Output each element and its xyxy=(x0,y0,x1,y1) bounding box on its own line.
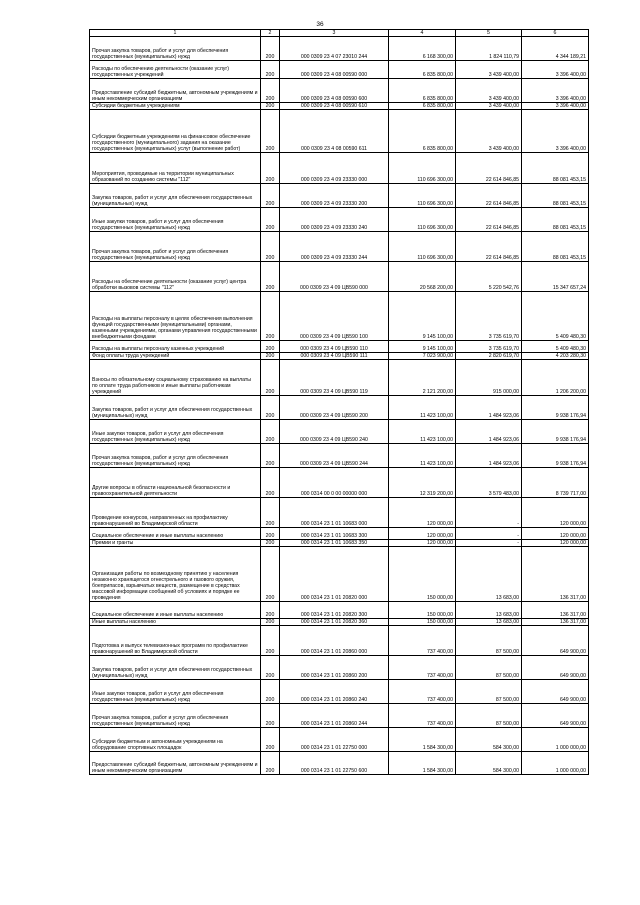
row-executed: - xyxy=(456,528,522,540)
row-code: 200 xyxy=(261,153,280,184)
table-row xyxy=(90,110,589,153)
row-approved: 6 835 800,00 xyxy=(389,103,456,110)
row-executed: - xyxy=(456,540,522,547)
row-approved: 6 835 800,00 xyxy=(389,110,456,153)
row-remainder: 649 900,00 xyxy=(522,656,589,680)
row-approved: 737 400,00 xyxy=(389,704,456,728)
row-name: Предоставление субсидий бюджетным, автономным учреждениям и иным некоммерческим организациям xyxy=(90,752,261,775)
row-name: Подготовка и выпуск телевизионных программ по профилактике правонарушений во Владимирской области xyxy=(90,626,261,656)
row-remainder: 88 081 453,15 xyxy=(522,208,589,232)
row-executed: - xyxy=(456,498,522,528)
row-remainder: 8 739 717,00 xyxy=(522,468,589,498)
row-code: 200 xyxy=(261,752,280,775)
table-row xyxy=(90,704,589,728)
row-executed: 3 439 400,00 xyxy=(456,61,522,79)
row-remainder: 136 317,00 xyxy=(522,602,589,619)
row-approved: 7 023 900,00 xyxy=(389,353,456,360)
row-classification: 000 0314 23 1 01 10683 000 xyxy=(280,498,389,528)
table-row xyxy=(90,341,589,353)
row-remainder: 88 081 453,15 xyxy=(522,184,589,208)
row-code: 200 xyxy=(261,341,280,353)
row-classification: 000 0309 23 4 09 ЦВ590 111 xyxy=(280,353,389,360)
row-classification: 000 0309 23 4 08 00590 610 xyxy=(280,103,389,110)
row-approved: 150 000,00 xyxy=(389,619,456,626)
row-executed: 2 820 619,70 xyxy=(456,353,522,360)
row-name: Прочая закупка товаров, работ и услуг для обеспечения государственных (муниципальных) нужд xyxy=(90,444,261,468)
row-remainder: 3 396 400,00 xyxy=(522,110,589,153)
page-number: 36 xyxy=(316,21,324,28)
row-classification: 000 0309 23 4 08 00590 000 xyxy=(280,61,389,79)
row-classification: 000 0309 23 4 09 ЦВ590 119 xyxy=(280,360,389,396)
table-row xyxy=(90,528,589,540)
row-code: 200 xyxy=(261,528,280,540)
row-remainder: 649 900,00 xyxy=(522,626,589,656)
row-remainder: 5 409 480,30 xyxy=(522,292,589,341)
row-classification: 000 0309 23 4 09 23330 240 xyxy=(280,208,389,232)
row-code: 200 xyxy=(261,498,280,528)
row-classification: 000 0309 23 4 09 ЦВ590 200 xyxy=(280,396,389,420)
table-row xyxy=(90,262,589,292)
row-executed: 1 484 923,06 xyxy=(456,396,522,420)
table-row xyxy=(90,292,589,341)
row-classification: 000 0314 23 1 01 22750 600 xyxy=(280,752,389,775)
row-remainder: 88 081 453,15 xyxy=(522,232,589,262)
row-executed: 1 824 110,79 xyxy=(456,37,522,61)
row-executed: 87 500,00 xyxy=(456,704,522,728)
row-classification: 000 0309 23 4 08 00590 611 xyxy=(280,110,389,153)
row-code: 200 xyxy=(261,262,280,292)
row-name: Прочая закупка товаров, работ и услуг для обеспечения государственных (муниципальных) нужд xyxy=(90,232,261,262)
column-header: 5 xyxy=(456,30,522,37)
table-row xyxy=(90,103,589,110)
row-remainder: 9 938 176,94 xyxy=(522,420,589,444)
row-approved: 2 121 200,00 xyxy=(389,360,456,396)
row-remainder: 9 938 176,94 xyxy=(522,396,589,420)
row-code: 200 xyxy=(261,626,280,656)
table-row xyxy=(90,656,589,680)
table-row xyxy=(90,547,589,602)
row-name: Взносы по обязательному социальному страхованию на выплаты по оплате труда работников и иные выплаты работникам учреждений xyxy=(90,360,261,396)
row-approved: 9 145 100,00 xyxy=(389,292,456,341)
table-row xyxy=(90,184,589,208)
row-code: 200 xyxy=(261,420,280,444)
row-approved: 737 400,00 xyxy=(389,626,456,656)
row-classification: 000 0309 23 4 09 23330 000 xyxy=(280,153,389,184)
row-classification: 000 0309 23 4 09 ЦВ590 100 xyxy=(280,292,389,341)
row-executed: 22 614 846,85 xyxy=(456,232,522,262)
row-code: 200 xyxy=(261,79,280,103)
row-approved: 6 835 800,00 xyxy=(389,79,456,103)
row-classification: 000 0314 23 1 01 20820 000 xyxy=(280,547,389,602)
column-header: 4 xyxy=(389,30,456,37)
row-code: 200 xyxy=(261,103,280,110)
table-row xyxy=(90,37,589,61)
row-classification: 000 0309 23 4 09 ЦВ590 240 xyxy=(280,420,389,444)
row-name: Закупка товаров, работ и услуг для обеспечения государственных (муниципальных) нужд xyxy=(90,184,261,208)
row-code: 200 xyxy=(261,396,280,420)
table-row xyxy=(90,353,589,360)
row-code: 200 xyxy=(261,61,280,79)
row-remainder: 15 347 657,24 xyxy=(522,262,589,292)
row-executed: 22 614 846,85 xyxy=(456,208,522,232)
row-approved: 9 145 100,00 xyxy=(389,341,456,353)
row-remainder: 1 000 000,00 xyxy=(522,752,589,775)
row-classification: 000 0314 23 1 01 10683 300 xyxy=(280,528,389,540)
row-remainder: 4 344 189,21 xyxy=(522,37,589,61)
table-row xyxy=(90,153,589,184)
row-name: Организация работы по возмездному принятию у населения незаконно хранящегося огнестрельного и газового оружия, боеприпасов, взрывчатых веществ, размещение в средствах массовой информации сообщений об условиях и порядке ее проведения xyxy=(90,547,261,602)
row-classification: 000 0314 23 1 01 20860 240 xyxy=(280,680,389,704)
column-header: 1 xyxy=(90,30,261,37)
row-name: Закупка товаров, работ и услуг для обеспечения государственных (муниципальных) нужд xyxy=(90,396,261,420)
row-classification: 000 0314 23 1 01 20860 200 xyxy=(280,656,389,680)
row-remainder: 9 938 176,94 xyxy=(522,444,589,468)
row-approved: 1 584 300,00 xyxy=(389,728,456,752)
row-code: 200 xyxy=(261,602,280,619)
table-row xyxy=(90,420,589,444)
row-name: Премии и гранты xyxy=(90,540,261,547)
table-row xyxy=(90,752,589,775)
row-approved: 11 423 100,00 xyxy=(389,444,456,468)
row-executed: 3 439 400,00 xyxy=(456,79,522,103)
row-code: 200 xyxy=(261,360,280,396)
row-code: 200 xyxy=(261,292,280,341)
row-executed: 22 614 846,85 xyxy=(456,153,522,184)
row-executed: 3 735 619,70 xyxy=(456,341,522,353)
row-remainder: 1 206 200,00 xyxy=(522,360,589,396)
row-remainder: 120 000,00 xyxy=(522,528,589,540)
row-name: Прочая закупка товаров, работ и услуг для обеспечения государственных (муниципальных) нужд xyxy=(90,37,261,61)
row-approved: 1 584 300,00 xyxy=(389,752,456,775)
row-remainder: 136 317,00 xyxy=(522,547,589,602)
row-name: Иные закупки товаров, работ и услуг для обеспечения государственных (муниципальных) нужд xyxy=(90,420,261,444)
column-header: 2 xyxy=(261,30,280,37)
table-row xyxy=(90,232,589,262)
row-approved: 6 835 800,00 xyxy=(389,61,456,79)
row-name: Социальное обеспечение и иные выплаты населению xyxy=(90,528,261,540)
row-classification: 000 0314 23 1 01 22750 000 xyxy=(280,728,389,752)
row-executed: 87 500,00 xyxy=(456,626,522,656)
table-row xyxy=(90,79,589,103)
row-approved: 20 568 200,00 xyxy=(389,262,456,292)
row-code: 200 xyxy=(261,444,280,468)
table-row xyxy=(90,728,589,752)
table-row xyxy=(90,680,589,704)
row-approved: 11 423 100,00 xyxy=(389,396,456,420)
row-name: Иные выплаты населению xyxy=(90,619,261,626)
row-name: Закупка товаров, работ и услуг для обеспечения государственных (муниципальных) нужд xyxy=(90,656,261,680)
row-classification: 000 0309 23 4 09 23330 244 xyxy=(280,232,389,262)
row-code: 200 xyxy=(261,208,280,232)
row-classification: 000 0309 23 4 09 ЦВ590 110 xyxy=(280,341,389,353)
row-executed: 13 683,00 xyxy=(456,619,522,626)
row-approved: 11 423 100,00 xyxy=(389,420,456,444)
row-name: Социальное обеспечение и иные выплаты населению xyxy=(90,602,261,619)
row-remainder: 649 900,00 xyxy=(522,704,589,728)
row-executed: 87 500,00 xyxy=(456,680,522,704)
row-executed: 13 683,00 xyxy=(456,547,522,602)
row-executed: 1 484 923,06 xyxy=(456,444,522,468)
row-remainder: 3 396 400,00 xyxy=(522,61,589,79)
row-code: 200 xyxy=(261,619,280,626)
row-name: Прочая закупка товаров, работ и услуг для обеспечения государственных (муниципальных) нужд xyxy=(90,704,261,728)
row-code: 200 xyxy=(261,704,280,728)
table-row xyxy=(90,468,589,498)
row-executed: 1 484 923,06 xyxy=(456,420,522,444)
row-remainder: 120 000,00 xyxy=(522,498,589,528)
table-row xyxy=(90,602,589,619)
row-name: Субсидии бюджетным учреждениям на финансовое обеспечение государственного (муниципального) задания на оказание государственных (муниципальных) услуг (выполнение работ) xyxy=(90,110,261,153)
row-approved: 120 000,00 xyxy=(389,498,456,528)
row-code: 200 xyxy=(261,680,280,704)
row-executed: 87 500,00 xyxy=(456,656,522,680)
row-executed: 3 735 619,70 xyxy=(456,292,522,341)
table-row xyxy=(90,360,589,396)
row-code: 200 xyxy=(261,353,280,360)
row-classification: 000 0314 23 1 01 20860 244 xyxy=(280,704,389,728)
table-row xyxy=(90,619,589,626)
table-row xyxy=(90,626,589,656)
row-classification: 000 0314 00 0 00 00000 000 xyxy=(280,468,389,498)
row-name: Расходы по обеспечению деятельности (оказание услуг) государственных учреждений xyxy=(90,61,261,79)
row-code: 200 xyxy=(261,540,280,547)
row-name: Субсидии бюджетным и автономным учреждениям на оборудование спортивных площадок xyxy=(90,728,261,752)
row-code: 200 xyxy=(261,547,280,602)
row-executed: 3 439 400,00 xyxy=(456,110,522,153)
row-code: 200 xyxy=(261,656,280,680)
row-approved: 110 696 300,00 xyxy=(389,208,456,232)
row-classification: 000 0314 23 1 01 20820 300 xyxy=(280,602,389,619)
table-row xyxy=(90,396,589,420)
row-classification: 000 0309 23 4 09 ЦВ590 244 xyxy=(280,444,389,468)
table-row xyxy=(90,498,589,528)
row-executed: 13 683,00 xyxy=(456,602,522,619)
row-classification: 000 0309 23 4 08 00590 600 xyxy=(280,79,389,103)
row-classification: 000 0309 23 4 07 23010 244 xyxy=(280,37,389,61)
row-classification: 000 0314 23 1 01 10683 350 xyxy=(280,540,389,547)
row-executed: 3 439 400,00 xyxy=(456,103,522,110)
table-row xyxy=(90,540,589,547)
row-approved: 110 696 300,00 xyxy=(389,184,456,208)
row-approved: 737 400,00 xyxy=(389,656,456,680)
row-name: Мероприятия, проводимые на территории муниципальных образований по созданию системы "112" xyxy=(90,153,261,184)
row-remainder: 88 081 453,15 xyxy=(522,153,589,184)
row-name: Субсидии бюджетным учреждениям xyxy=(90,103,261,110)
row-classification: 000 0314 23 1 01 20860 000 xyxy=(280,626,389,656)
row-code: 200 xyxy=(261,110,280,153)
row-name: Предоставление субсидий бюджетным, автономным учреждениям и иным некоммерческим организациям xyxy=(90,79,261,103)
row-remainder: 1 000 000,00 xyxy=(522,728,589,752)
row-approved: 150 000,00 xyxy=(389,547,456,602)
row-approved: 150 000,00 xyxy=(389,602,456,619)
row-code: 200 xyxy=(261,468,280,498)
row-code: 200 xyxy=(261,728,280,752)
row-remainder: 120 000,00 xyxy=(522,540,589,547)
row-executed: 584 300,00 xyxy=(456,728,522,752)
row-name: Фонд оплаты труда учреждений xyxy=(90,353,261,360)
row-approved: 110 696 300,00 xyxy=(389,153,456,184)
row-name: Иные закупки товаров, работ и услуг для обеспечения государственных (муниципальных) нужд xyxy=(90,208,261,232)
row-approved: 120 000,00 xyxy=(389,528,456,540)
row-approved: 12 319 200,00 xyxy=(389,468,456,498)
row-code: 200 xyxy=(261,232,280,262)
row-approved: 6 168 300,00 xyxy=(389,37,456,61)
row-remainder: 649 900,00 xyxy=(522,680,589,704)
row-name: Другие вопросы в области национальной безопасности и правоохранительной деятельности xyxy=(90,468,261,498)
row-classification: 000 0314 23 1 01 20820 360 xyxy=(280,619,389,626)
row-name: Расходы на выплаты персоналу в целях обеспечения выполнения функций государственными (муниципальными) органами, казенными учреждениями, органами управления государственными внебюджетными фондами xyxy=(90,292,261,341)
column-header: 6 xyxy=(522,30,589,37)
row-name: Расходы на обеспечение деятельности (оказание услуг) центра обработки вызовов системы "112" xyxy=(90,262,261,292)
row-code: 200 xyxy=(261,37,280,61)
row-executed: 22 614 846,85 xyxy=(456,184,522,208)
row-executed: 5 220 542,76 xyxy=(456,262,522,292)
budget-execution-table xyxy=(89,29,589,775)
table-row xyxy=(90,61,589,79)
table-row xyxy=(90,208,589,232)
table-header-row xyxy=(90,30,589,37)
row-classification: 000 0309 23 4 09 ЦВ590 000 xyxy=(280,262,389,292)
row-name: Проведение конкурсов, направленных на профилактику правонарушений во Владимирской области xyxy=(90,498,261,528)
row-name: Иные закупки товаров, работ и услуг для обеспечения государственных (муниципальных) нужд xyxy=(90,680,261,704)
row-executed: 584 300,00 xyxy=(456,752,522,775)
row-classification: 000 0309 23 4 09 23330 200 xyxy=(280,184,389,208)
table-row xyxy=(90,444,589,468)
row-remainder: 3 396 400,00 xyxy=(522,79,589,103)
row-approved: 737 400,00 xyxy=(389,680,456,704)
row-executed: 915 000,00 xyxy=(456,360,522,396)
row-remainder: 136 317,00 xyxy=(522,619,589,626)
row-code: 200 xyxy=(261,184,280,208)
row-name: Расходы на выплаты персоналу казенных учреждений xyxy=(90,341,261,353)
row-remainder: 3 396 400,00 xyxy=(522,103,589,110)
row-approved: 120 000,00 xyxy=(389,540,456,547)
row-executed: 3 579 483,00 xyxy=(456,468,522,498)
row-approved: 110 696 300,00 xyxy=(389,232,456,262)
row-remainder: 4 203 280,30 xyxy=(522,353,589,360)
column-header: 3 xyxy=(280,30,389,37)
row-remainder: 5 409 480,30 xyxy=(522,341,589,353)
